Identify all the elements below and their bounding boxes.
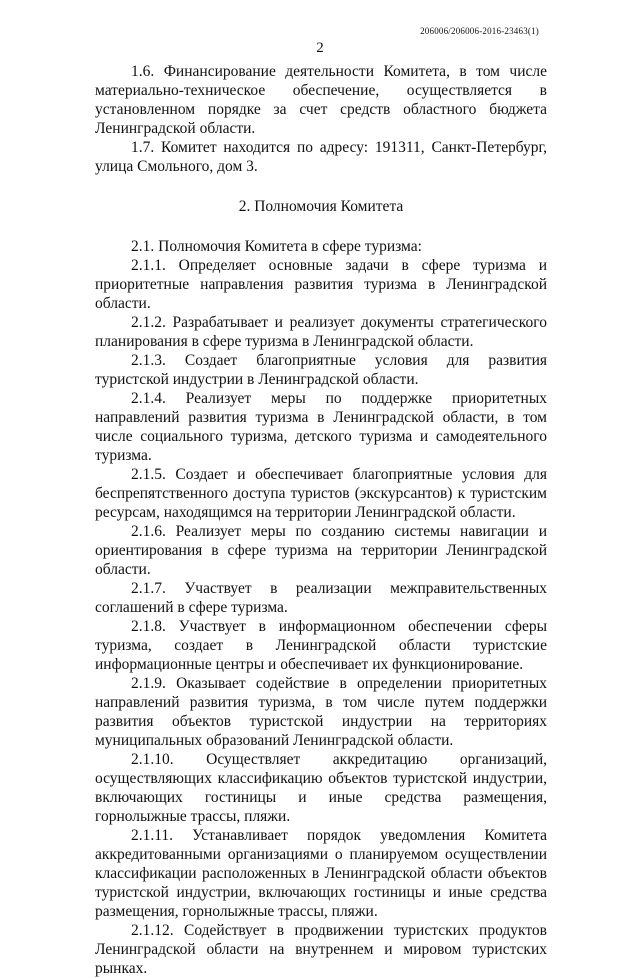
paragraph-2-1-11: 2.1.11. Устанавливает порядок уведомления Комитета аккредитованными организациями о планируемом осуществлении классификации расположенных в Ленинградской области объектов туристской индустрии, включающих гостиницы и иные средства размещения, горнолыжные трассы, пляжи. <box>95 827 547 920</box>
paragraph-2-1-9: 2.1.9. Оказывает содействие в определении приоритетных направлений развития туризма, в том числе путем поддержки развития объектов туристской индустрии на территориях муниципальных образований Ленинградской области. <box>95 675 547 749</box>
paragraph-1-7: 1.7. Комитет находится по адресу: 191311, Санкт-Петербург, улица Смольного, дом 3. <box>95 139 547 175</box>
paragraph-2-1-7: 2.1.7. Участвует в реализации межправительственных соглашений в сфере туризма. <box>95 580 547 616</box>
page-number: 2 <box>316 40 324 56</box>
section-title: 2. Полномочия Комитета <box>238 198 404 215</box>
paragraph-2-1-2: 2.1.2. Разрабатывает и реализует документы стратегического планирования в сфере туризма в Ленинградской области. <box>95 314 547 350</box>
paragraph-2-1-12: 2.1.12. Содействует в продвижении туристских продуктов Ленинградской области на внутреннем и мировом туристских рынках. <box>95 922 547 977</box>
document-id: 206006/206006-2016-23463(1) <box>420 26 539 36</box>
paragraph-2-1-1: 2.1.1. Определяет основные задачи в сфере туризма и приоритетные направления развития туризма в Ленинградской области. <box>95 257 547 312</box>
paragraph-2-1: 2.1. Полномочия Комитета в сфере туризма: <box>131 238 422 255</box>
paragraph-2-1-5: 2.1.5. Создает и обеспечивает благоприятные условия для беспрепятственного доступа туристов (экскурсантов) к туристским ресурсам, находящимся на территории Ленинградской области. <box>95 466 547 521</box>
paragraph-2-1-6: 2.1.6. Реализует меры по созданию системы навигации и ориентирования в сфере туризма на территории Ленинградской области. <box>95 523 547 578</box>
paragraph-2-1-4: 2.1.4. Реализует меры по поддержке приоритетных направлений развития туризма в Ленинградской области, в том числе социального туризма, детского туризма и самодеятельного туризма. <box>95 390 547 464</box>
paragraph-2-1-10: 2.1.10. Осуществляет аккредитацию организаций, осуществляющих классификацию объектов туристской индустрии, включающих гостиницы и иные средства размещения, горнолыжные трассы, пляжи. <box>95 751 547 825</box>
paragraph-1-6: 1.6. Финансирование деятельности Комитета, в том числе материально-техническое обеспечение, осуществляется в установленном порядке за счет средств областного бюджета Ленинградской области. <box>95 63 547 137</box>
document-body <box>95 62 547 978</box>
paragraph-2-1-3: 2.1.3. Создает благоприятные условия для развития туристской индустрии в Ленинградской области. <box>95 352 547 388</box>
paragraph-2-1-8: 2.1.8. Участвует в информационном обеспечении сферы туризма, создает в Ленинградской области туристские информационные центры и обеспечивает их функционирование. <box>95 618 547 673</box>
